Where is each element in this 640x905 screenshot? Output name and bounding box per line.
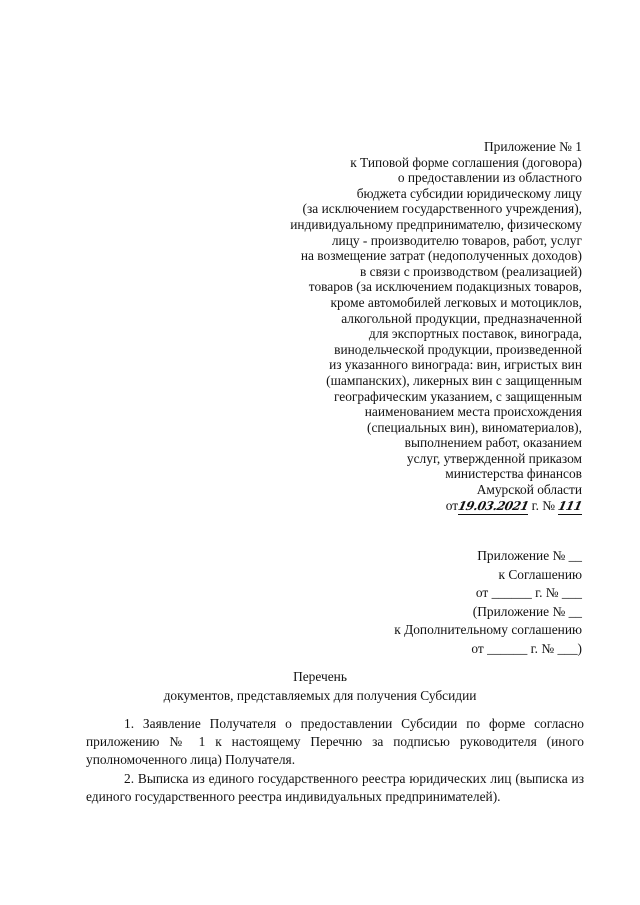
agreement-appendix-line: к Соглашению (498, 566, 582, 582)
appendix-line: для экспортных поставок, винограда, (368, 326, 582, 342)
order-date-line (290, 498, 582, 516)
appendix-line: (за исключением государственного учреждения), (302, 201, 582, 217)
appendix-line: товаров (за исключением подакцизных товаров, (308, 279, 582, 295)
agreement-appendix-line: к Дополнительному соглашению (394, 622, 582, 637)
appendix-line: (специальных вин), виноматериалов), (366, 419, 582, 435)
appendix-line: (шампанских), ликерных вин с защищенным (326, 372, 582, 388)
appendix-line: винодельческой продукции, произведенной (334, 341, 582, 357)
appendix-line: географическим указанием, с защищенным (333, 388, 582, 404)
appendix-line: лицу - производителю товаров, работ, услуг (331, 232, 582, 248)
appendix-line: Приложение № 1 (483, 139, 582, 154)
handwritten-number: 111 (558, 498, 582, 516)
appendix-line: услуг, утвержденной приказом (406, 450, 582, 466)
list-item: 2. Выписка из единого государственного реестра юридических лиц (выписка из единого государственного реестра индивидуальных предпринимателей). (86, 770, 584, 804)
agreement-appendix-line: Приложение № __ (477, 548, 582, 563)
appendix-line: на возмещение затрат (недополученных доходов) (300, 248, 582, 264)
appendix-line: о предоставлении из областного (397, 170, 582, 186)
from-label: от (445, 497, 459, 513)
appendix-line: выполнением работ, оказанием (404, 435, 582, 451)
agreement-appendix-line: (Приложение № __ (472, 603, 582, 619)
document-title: Перечень (293, 669, 347, 684)
document-subtitle: документов, представляемых для получения Субсидии (163, 688, 477, 703)
appendix-line: индивидуальному предпринимателю, физическому (290, 216, 582, 232)
list-item: 1. Заявление Получателя о предоставлении Субсидии по форме согласно приложению № 1 к настоящему Перечню за подписью руководителя (иного уполномоченного лица) Получателя. (86, 716, 584, 768)
appendix-line: к Типовой форме соглашения (договора) (350, 154, 582, 170)
appendix-line: бюджета субсидии юридическому лицу (356, 185, 582, 201)
appendix-line: из указанного винограда: вин, игристых вин (329, 357, 582, 373)
handwritten-date: 19.03.2021 (458, 498, 528, 516)
appendix-line: алкогольной продукции, предназначенной (341, 310, 582, 326)
year-number-label: г. № (531, 497, 556, 513)
appendix-header-block (290, 139, 582, 515)
appendix-line: кроме автомобилей легковых и мотоциклов, (330, 294, 582, 310)
appendix-line: наименованием места происхождения (364, 404, 582, 420)
agreement-appendix-line: от ______ г. № ___) (471, 640, 582, 656)
appendix-line: Амурской области (476, 482, 582, 498)
appendix-line: министерства финансов (445, 466, 582, 482)
documents-list (86, 715, 584, 806)
agreement-appendix-block (394, 547, 582, 658)
appendix-line: в связи с производством (реализацией) (360, 263, 582, 279)
agreement-appendix-line: от ______ г. № ___ (475, 585, 582, 600)
